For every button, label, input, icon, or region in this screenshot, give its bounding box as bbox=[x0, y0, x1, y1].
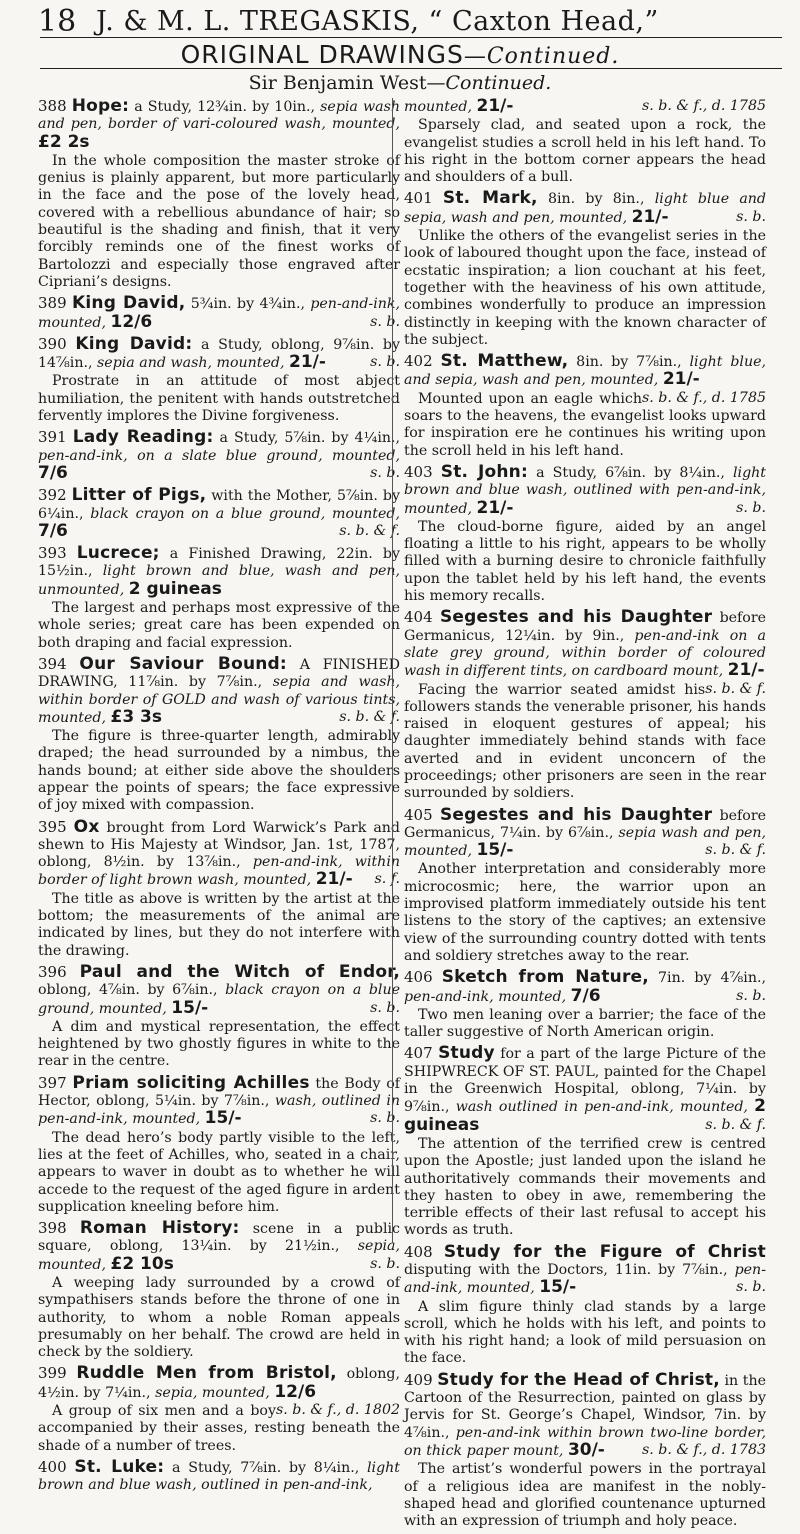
entry-number: 399 bbox=[38, 1364, 67, 1383]
entry-price: 21/- bbox=[289, 352, 326, 373]
entry-dimensions: in the Cartoon of the Resurrection, painted on glass by Jervis for St. George’s Chapel, Windsor, 7in. by 4⅞in., bbox=[404, 1372, 766, 1441]
entry-title: St. Luke: bbox=[74, 1456, 165, 1477]
entry-code: s. b. & f. bbox=[705, 842, 766, 859]
entry-mount: mounted, bbox=[332, 447, 400, 464]
catalogue-entry bbox=[38, 961, 401, 1071]
entry-description: Unlike the others of the evangelist series in the look of laboured thought upon the face, instead of ecstatic inspiration; a lion couchant at his feet, together with the heaviness of his own attitude, combines wonderfully to produce an impression distinctly in keeping with the known character of the subject. bbox=[404, 228, 766, 348]
entry-dimensions: scene in a public square, oblong, 13¼in. by 21½in., bbox=[38, 1221, 400, 1255]
entry-mount: mounted, bbox=[404, 500, 472, 517]
entry-medium: wash outlined in pen-and-ink, bbox=[455, 1099, 674, 1116]
catalogue-entry bbox=[404, 1369, 766, 1531]
entry-code: s. b. bbox=[736, 987, 766, 1004]
catalogue-entry bbox=[38, 487, 400, 541]
entry-mount: mounted, bbox=[466, 1280, 535, 1297]
entry-price: 2 guineas bbox=[128, 578, 222, 599]
catalogue-entry bbox=[404, 969, 766, 1041]
catalogue-entry bbox=[38, 545, 400, 652]
catalogue-entry bbox=[404, 1045, 766, 1239]
entry-number: 402 bbox=[404, 352, 433, 371]
catalogue-entry bbox=[38, 1220, 400, 1361]
entry-mount: mounted, bbox=[332, 505, 400, 522]
entry-dimensions: A FINISHED DRAWING, 11⅞in. by 7⅞in., bbox=[38, 656, 401, 691]
right-column bbox=[404, 98, 766, 1534]
entry-number: 395 bbox=[38, 817, 67, 836]
entry-description: Prostrate in an attitude of most abject humiliation, the penitent with hands outstretched fervently implores the Divine forgiveness. bbox=[38, 373, 400, 425]
subsection-continued: —Continued. bbox=[426, 72, 552, 94]
entry-mount: mounted, bbox=[38, 709, 106, 726]
entry-medium: light blue, and sepia, wash and pen, bbox=[404, 354, 766, 389]
entry-title: Segestes and his Daughter bbox=[439, 804, 713, 825]
entry-medium: sepia, bbox=[357, 1238, 400, 1255]
entry-price: 12/6 bbox=[110, 311, 153, 332]
entry-number: 396 bbox=[38, 962, 67, 981]
entry-dimensions: oblong, 4⅞in. by 6⅞in., bbox=[38, 982, 218, 999]
entry-medium: sepia, bbox=[155, 1384, 198, 1401]
catalogue-entry bbox=[404, 804, 767, 966]
entry-medium: light blue and sepia, wash and pen, bbox=[404, 191, 766, 226]
entry-price: 15/- bbox=[539, 1277, 577, 1298]
entry-dimensions: a Study, 12¾in. by 10in., bbox=[134, 99, 316, 115]
entry-price: £3 3s bbox=[110, 706, 163, 727]
header-rule bbox=[40, 37, 782, 38]
entry-dimensions: 8in. by 7⅞in., bbox=[576, 354, 682, 371]
entry-title: Paul and the Witch of Endor, bbox=[79, 961, 401, 982]
entry-medium: sepia wash and pen, bbox=[618, 824, 767, 841]
entry-mount: mounted, bbox=[404, 99, 472, 115]
entry-mount: mounted, bbox=[132, 1111, 201, 1128]
entry-code: s. b. bbox=[370, 313, 400, 330]
entry-title: Segestes and his Daughter bbox=[439, 607, 713, 628]
entry-title: St. Mark, bbox=[442, 188, 538, 209]
catalogue-entry bbox=[404, 190, 766, 349]
entry-number: 406 bbox=[404, 968, 433, 987]
entry-mount: mounted, bbox=[332, 116, 400, 133]
entry-mount: mounted, bbox=[216, 355, 285, 372]
entry-code: s. b. bbox=[370, 1255, 400, 1272]
entry-medium: pen-and-ink, bbox=[404, 988, 494, 1005]
entry-medium: pen-and-ink, on a slate blue ground, bbox=[38, 447, 323, 464]
entry-price: £2 10s bbox=[110, 1253, 174, 1274]
entry-dimensions: oblong, 4½in. by 7¼in., bbox=[38, 1366, 400, 1401]
entry-medium: pen-and-ink, bbox=[404, 1262, 766, 1297]
catalogue-entry bbox=[38, 98, 400, 291]
entry-description: Two men leaning over a barrier; the face of the taller suggestive of North American origin. bbox=[404, 1006, 766, 1041]
entry-description: A weeping lady surrounded by a crowd of sympathisers stands before the throne of one in authority, to whom a noble Roman appeals presumably on her behalf. The crowd are held in check by the soldiery. bbox=[38, 1275, 400, 1361]
entry-dimensions: with the Mother, 5⅞in. by 6¼in., bbox=[38, 488, 400, 522]
entry-medium: wash, outlined in pen-and-ink, bbox=[38, 1093, 400, 1128]
entry-description: A group of six men and a boy accompanied by their asses, resting beneath the shade of a number of trees. bbox=[38, 1403, 400, 1454]
entry-dimensions: for a part of the large Picture of the SHIPWRECK OF ST. PAUL, painted for the Chapel in the Greenwich Hospital, oblong, 7¼in. by 9⅞in., bbox=[404, 1046, 767, 1116]
entry-title: Ruddle Men from Bristol, bbox=[76, 1363, 337, 1384]
entry-medium: pen-and-ink, within border of light brown wash, bbox=[38, 854, 400, 889]
entry-mount: mounted, bbox=[559, 209, 628, 226]
catalogue-entry bbox=[38, 1072, 401, 1216]
subsection-title bbox=[0, 72, 800, 94]
entry-title: Ox bbox=[73, 816, 100, 837]
entry-code: s. b. & f. bbox=[339, 708, 400, 725]
entry-mount: mounted, bbox=[201, 1384, 270, 1401]
catalogue-entry bbox=[38, 1456, 401, 1495]
entry-medium: light brown and blue wash, outlined with pen-and-ink, bbox=[404, 464, 767, 499]
entry-number: 388 bbox=[38, 97, 67, 115]
entry-code: s. b. bbox=[736, 499, 766, 516]
entry-number: 398 bbox=[38, 1219, 67, 1238]
entry-price: 21/- bbox=[315, 869, 353, 890]
entry-mount: mounted, bbox=[498, 988, 567, 1005]
entry-price: 7/6 bbox=[570, 985, 601, 1006]
entry-number: 393 bbox=[38, 544, 67, 563]
entry-code: s. b. bbox=[736, 208, 766, 225]
entry-medium: black crayon on a blue ground, bbox=[90, 505, 326, 522]
entry-price: 15/- bbox=[204, 1108, 242, 1129]
catalogue-entry bbox=[38, 1365, 400, 1454]
entry-dimensions: a Study, 6⅞in. by 8¼in., bbox=[536, 464, 725, 481]
entry-number: 403 bbox=[404, 462, 433, 481]
entry-price: 21/- bbox=[631, 206, 669, 227]
entry-price: 7/6 bbox=[38, 520, 68, 541]
catalogue-entry bbox=[404, 353, 766, 460]
entry-title: Study bbox=[438, 1043, 495, 1064]
catalogue-entry bbox=[38, 653, 401, 815]
entry-price: 12/6 bbox=[274, 1381, 317, 1402]
entry-mount: mounted, bbox=[679, 1099, 748, 1116]
entry-price: 21/- bbox=[476, 497, 514, 518]
catalogue-entry bbox=[404, 609, 766, 802]
entry-description: The dead hero’s body partly visible to the left, lies at the feet of Achilles, who, seated in a chair, appears to waver in doubt as to whether he will accede to the request of the aged figure in ardent supplication kneeling before him. bbox=[38, 1129, 400, 1215]
entry-price: 30/- bbox=[567, 1439, 605, 1460]
entry-code: s. b. & f. bbox=[339, 522, 400, 539]
entry-dimensions: the Body of Hector, oblong, 5¼in. by 7⅞in., bbox=[38, 1075, 401, 1110]
entry-price: 15/- bbox=[171, 997, 209, 1018]
section-title bbox=[0, 40, 800, 69]
entry-price: 21/- bbox=[476, 96, 514, 116]
entry-price: 15/- bbox=[476, 840, 514, 861]
entry-description: A dim and mystical representation, the effect heightened by two ghostly figures in white to the rear in the centre. bbox=[38, 1018, 400, 1070]
entry-dimensions: brought from Lord Warwick’s Park and shewn to His Majesty at Windsor, Jan. 1st, 1787, oblong, 8½in. by 13⅞in., bbox=[38, 819, 400, 871]
entry-code: s. b. bbox=[370, 464, 400, 481]
entry-medium: pen-and-ink on a slate grey ground, within border of coloured wash in different tints, on cardboard mount, bbox=[404, 627, 767, 680]
entry-mount: mounted, bbox=[38, 314, 106, 331]
entry-description: Facing the warrior seated amidst his followers stands the venerable prisoner, his hands raised in eloquent gestures of appeal; his daughter immediately behind stands with face averted and in evident unconcern of the proceedings; other prisoners are seen in the rear surrounded by soldiers. bbox=[404, 681, 766, 802]
entry-price: 2 guineas bbox=[404, 1096, 767, 1135]
entry-code: s. b. & f., d. 1785 bbox=[641, 98, 766, 114]
entry-number: 389 bbox=[38, 294, 67, 313]
entry-description: A slim figure thinly clad stands by a large scroll, which he holds with his left, and points to with his right hand; a look of mild persuasion on the face. bbox=[404, 1298, 766, 1367]
entry-mount: mounted, bbox=[243, 872, 312, 889]
entry-number: 405 bbox=[404, 805, 433, 824]
entry-dimensions: before Germanicus, 7¼in. by 6⅞in., bbox=[404, 807, 767, 841]
entry-description: The attention of the terrified crew is centred upon the Apostle; just landed upon the island he authoritatively commands their movements and they hasten to obey in awe, remembering the terrible effects of their last refusal to accept his words as truth. bbox=[404, 1135, 766, 1239]
entry-price: 7/6 bbox=[38, 462, 68, 483]
entry-mount: mounted, bbox=[38, 1256, 106, 1273]
left-column bbox=[38, 98, 400, 1499]
entry-title: Priam soliciting Achilles bbox=[72, 1072, 310, 1093]
entry-dimensions: 8in. by 8in., bbox=[547, 191, 645, 208]
entry-code: s. b. & f. bbox=[705, 680, 766, 697]
column-divider bbox=[392, 98, 393, 1243]
section-rule bbox=[40, 68, 782, 69]
catalogue-entry bbox=[404, 98, 766, 186]
entry-mount: unmounted, bbox=[38, 581, 125, 598]
catalogue-entry bbox=[38, 295, 400, 332]
entry-dimensions: a Study, 7⅞in. by 8¼in., bbox=[172, 1459, 360, 1476]
entry-number: 407 bbox=[404, 1044, 433, 1063]
running-head: J. & M. L. TREGASKIS, “ Caxton Head,” bbox=[96, 6, 659, 37]
page-number: 18 bbox=[38, 4, 77, 39]
entry-medium: black crayon on a blue ground, bbox=[38, 982, 400, 1017]
entry-title: Hope: bbox=[71, 96, 130, 116]
entry-medium: light brown and blue wash, outlined in pen-and-ink, bbox=[38, 1459, 401, 1494]
entry-description: Mounted upon an eagle which soars to the heavens, the evangelist looks upward for inspiration ere he continues his writing upon the scroll held in his left hand. bbox=[404, 390, 766, 459]
entry-medium: sepia and wash, within border of GOLD and wash of various tints, bbox=[38, 674, 400, 708]
entry-title: Study for the Head of Christ, bbox=[437, 1369, 720, 1390]
entry-code: s. b. & f., d. 1785 bbox=[641, 389, 766, 406]
entry-mount: mounted, bbox=[98, 1000, 167, 1017]
entry-number: 390 bbox=[38, 334, 67, 353]
catalogue-entry bbox=[404, 1241, 766, 1368]
entry-description: The title as above is written by the artist at the bottom; the measurements of the animal are indicated by lines, but they do not interfere with the drawing. bbox=[38, 890, 400, 959]
entry-dimensions: 5¾in. by 4¾in., bbox=[190, 296, 305, 313]
entry-number: 394 bbox=[38, 654, 67, 673]
entry-code: s. f. bbox=[374, 871, 400, 888]
entry-description: Another interpretation and considerably more microcosmic; here, the warrior upon an improvised platform immediately outside his tent listens to the story of the captives; an extensive view of the surrounding country dotted with tents and soldiery stretches away to the rear. bbox=[404, 861, 766, 964]
entry-code: s. b. bbox=[370, 354, 400, 371]
entry-code: s. b. & f. bbox=[705, 1116, 766, 1133]
entry-number: 409 bbox=[404, 1370, 433, 1389]
entry-number: 391 bbox=[38, 428, 67, 447]
entry-code: s. b. bbox=[370, 999, 400, 1016]
entry-code: s. b. bbox=[736, 1279, 766, 1296]
entry-number: 401 bbox=[404, 189, 433, 208]
entry-title: Roman History: bbox=[79, 1218, 240, 1239]
catalogue-entry bbox=[38, 333, 400, 425]
entry-dimensions: a Study, 5⅞in. by 4¼in., bbox=[219, 430, 401, 447]
entry-dimensions: before Germanicus, 12¼in. by 9in., bbox=[404, 610, 767, 644]
entry-code: s. b. & f., d. 1783 bbox=[641, 1441, 766, 1458]
subsection-text: Sir Benjamin West bbox=[248, 72, 427, 94]
entry-number: 397 bbox=[38, 1073, 67, 1092]
entry-medium: light brown and blue, wash and pen, bbox=[102, 563, 401, 580]
entry-dimensions: a Finished Drawing, 22in. by 15½in., bbox=[38, 546, 400, 580]
entry-dimensions: a Study, oblong, 9⅞in. by 14⅞in., bbox=[38, 336, 400, 372]
entry-medium: sepia and wash, bbox=[97, 355, 212, 372]
entry-price: £2 2s bbox=[38, 131, 90, 152]
entry-title: Our Saviour Bound: bbox=[79, 653, 287, 674]
catalogue-entry bbox=[38, 429, 400, 483]
entry-number: 400 bbox=[38, 1457, 67, 1476]
entry-title: Study for the Figure of Christ bbox=[443, 1241, 766, 1262]
entry-mount: mounted, bbox=[590, 372, 659, 389]
entry-title: Litter of Pigs, bbox=[71, 485, 207, 506]
entry-title: St. John: bbox=[440, 461, 528, 482]
entry-title: Sketch from Nature, bbox=[441, 967, 649, 988]
entry-description: The largest and perhaps most expressive of the whole series; great care has been expended on both draping and facial expression. bbox=[38, 600, 400, 651]
entry-medium: pen-and-ink, bbox=[310, 296, 400, 313]
entry-title: Lucrece; bbox=[76, 543, 160, 564]
entry-title: King David, bbox=[72, 293, 186, 314]
entry-code: s. b. & f., d. 1802 bbox=[275, 1402, 400, 1419]
entry-number: 404 bbox=[404, 608, 433, 627]
section-continued: —Continued. bbox=[463, 44, 620, 69]
entry-number: 408 bbox=[404, 1242, 433, 1261]
entry-medium: pen-and-ink within brown two-line border, on thick paper mount, bbox=[404, 1424, 766, 1459]
entry-title: King David: bbox=[75, 333, 193, 354]
catalogue-entry bbox=[38, 816, 400, 960]
entry-description: The figure is three-quarter length, admirably draped; the head surrounded by a nimbus, the hands bound; at either side above the shoulders appear the points of spears; the face expressive of joy mixed with compassion. bbox=[38, 728, 400, 814]
entry-dimensions: 7in. by 4⅞in., bbox=[658, 970, 766, 987]
entry-dimensions: disputing with the Doctors, 11in. by 7⅞in., bbox=[404, 1262, 728, 1278]
entry-title: St. Matthew, bbox=[440, 351, 569, 372]
entry-description: In the whole composition the master stroke of genius is plainly apparent, but more particularly in the face and the pose of the lovely head, covered with a rebellious abundance of hair; so beautiful is the shading and finish, that it very forcibly reminds one of the finest works of Bartolozzi and especially those engraved after Cipriani’s designs. bbox=[38, 152, 400, 290]
entry-mount: mounted, bbox=[404, 843, 472, 860]
entry-description: The artist’s wonderful powers in the portrayal of a religious idea are manifest in the nobly-shaped head and glorified countenance upturned with an expression of triumph and holy peace. bbox=[404, 1461, 766, 1530]
entry-description: Sparsely clad, and seated upon a rock, the evangelist studies a scroll held in his left hand. To his right in the bottom corner appears the head and shoulders of a bull. bbox=[404, 117, 766, 186]
entry-medium: sepia wash and pen, border of vari-coloured wash, bbox=[38, 99, 400, 133]
catalogue-entry bbox=[404, 461, 767, 605]
entry-price: 21/- bbox=[727, 660, 765, 681]
entry-price: 21/- bbox=[662, 369, 700, 390]
section-title-text: ORIGINAL DRAWINGS bbox=[180, 40, 464, 69]
entry-description: The cloud-borne figure, aided by an angel floating a little to his right, appears to be wholly filled with a burning desire to chronicle faithfully upon the tablet held by his left hand, the events his memory recalls. bbox=[404, 518, 766, 605]
entry-code: s. b. bbox=[370, 1110, 400, 1127]
entry-title: Lady Reading: bbox=[72, 427, 214, 448]
entry-number: 392 bbox=[38, 486, 67, 505]
